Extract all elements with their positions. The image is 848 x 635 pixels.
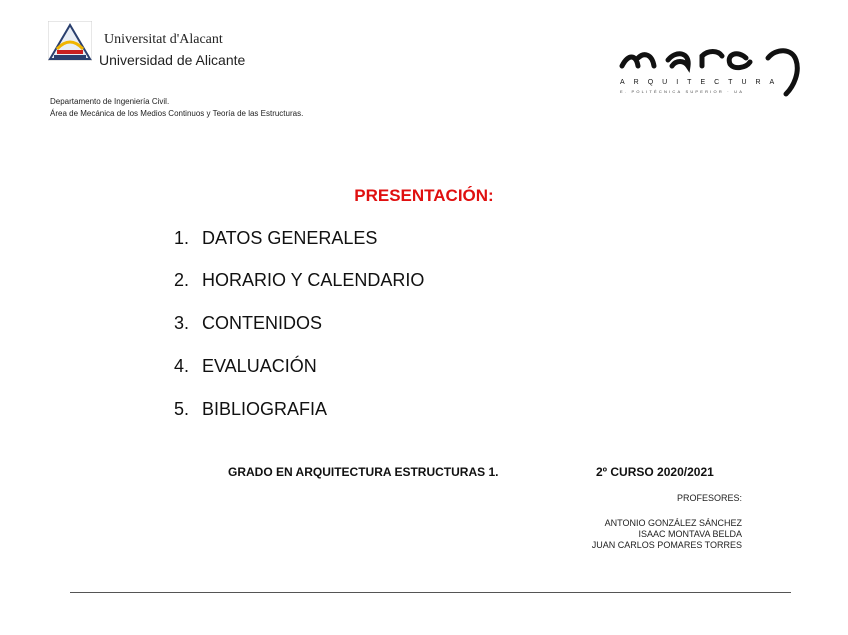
list-item-number: 5.: [174, 399, 190, 419]
professor-name: JUAN CARLOS POMARES TORRES: [591, 540, 742, 550]
professor-name: ISAAC MONTAVA BELDA: [638, 529, 742, 539]
list-item: [174, 399, 327, 420]
list-item-number: 3.: [174, 313, 190, 333]
course-year: 2º CURSO 2020/2021: [596, 465, 714, 479]
university-name-valencian: Universitat d'Alacant: [104, 32, 223, 47]
list-item-label: DATOS GENERALES: [202, 228, 378, 248]
list-item: [174, 313, 322, 334]
arq-logo-subline: E. POLITÉCNICA SUPERIOR · UA: [620, 89, 745, 94]
list-item: [174, 270, 424, 291]
list-item-number: 1.: [174, 228, 190, 248]
list-item: [174, 356, 317, 377]
list-item-number: 2.: [174, 270, 190, 290]
department-name: Departamento de Ingeniería Civil.: [50, 97, 170, 106]
university-logo: [48, 21, 92, 61]
list-item-label: HORARIO Y CALENDARIO: [202, 270, 425, 290]
course-name: GRADO EN ARQUITECTURA ESTRUCTURAS 1.: [228, 465, 499, 479]
list-item: [174, 228, 377, 249]
professor-name: ANTONIO GONZÁLEZ SÁNCHEZ: [604, 518, 742, 528]
page-title: PRESENTACIÓN:: [354, 186, 494, 205]
arq-logo-word: ARQUITECTURA: [620, 79, 784, 86]
arquitectura-logo: [618, 36, 804, 100]
university-name-spanish: Universidad de Alicante: [99, 52, 246, 68]
list-item-label: CONTENIDOS: [202, 313, 323, 333]
area-name: Área de Mecánica de los Medios Continuos y Teoría de las Estructuras.: [50, 109, 304, 118]
bottom-divider: [70, 592, 791, 593]
list-item-label: BIBLIOGRAFIA: [202, 399, 328, 419]
list-item-number: 4.: [174, 356, 190, 376]
list-item-label: EVALUACIÓN: [202, 356, 317, 376]
professors-label: PROFESORES:: [676, 493, 742, 503]
